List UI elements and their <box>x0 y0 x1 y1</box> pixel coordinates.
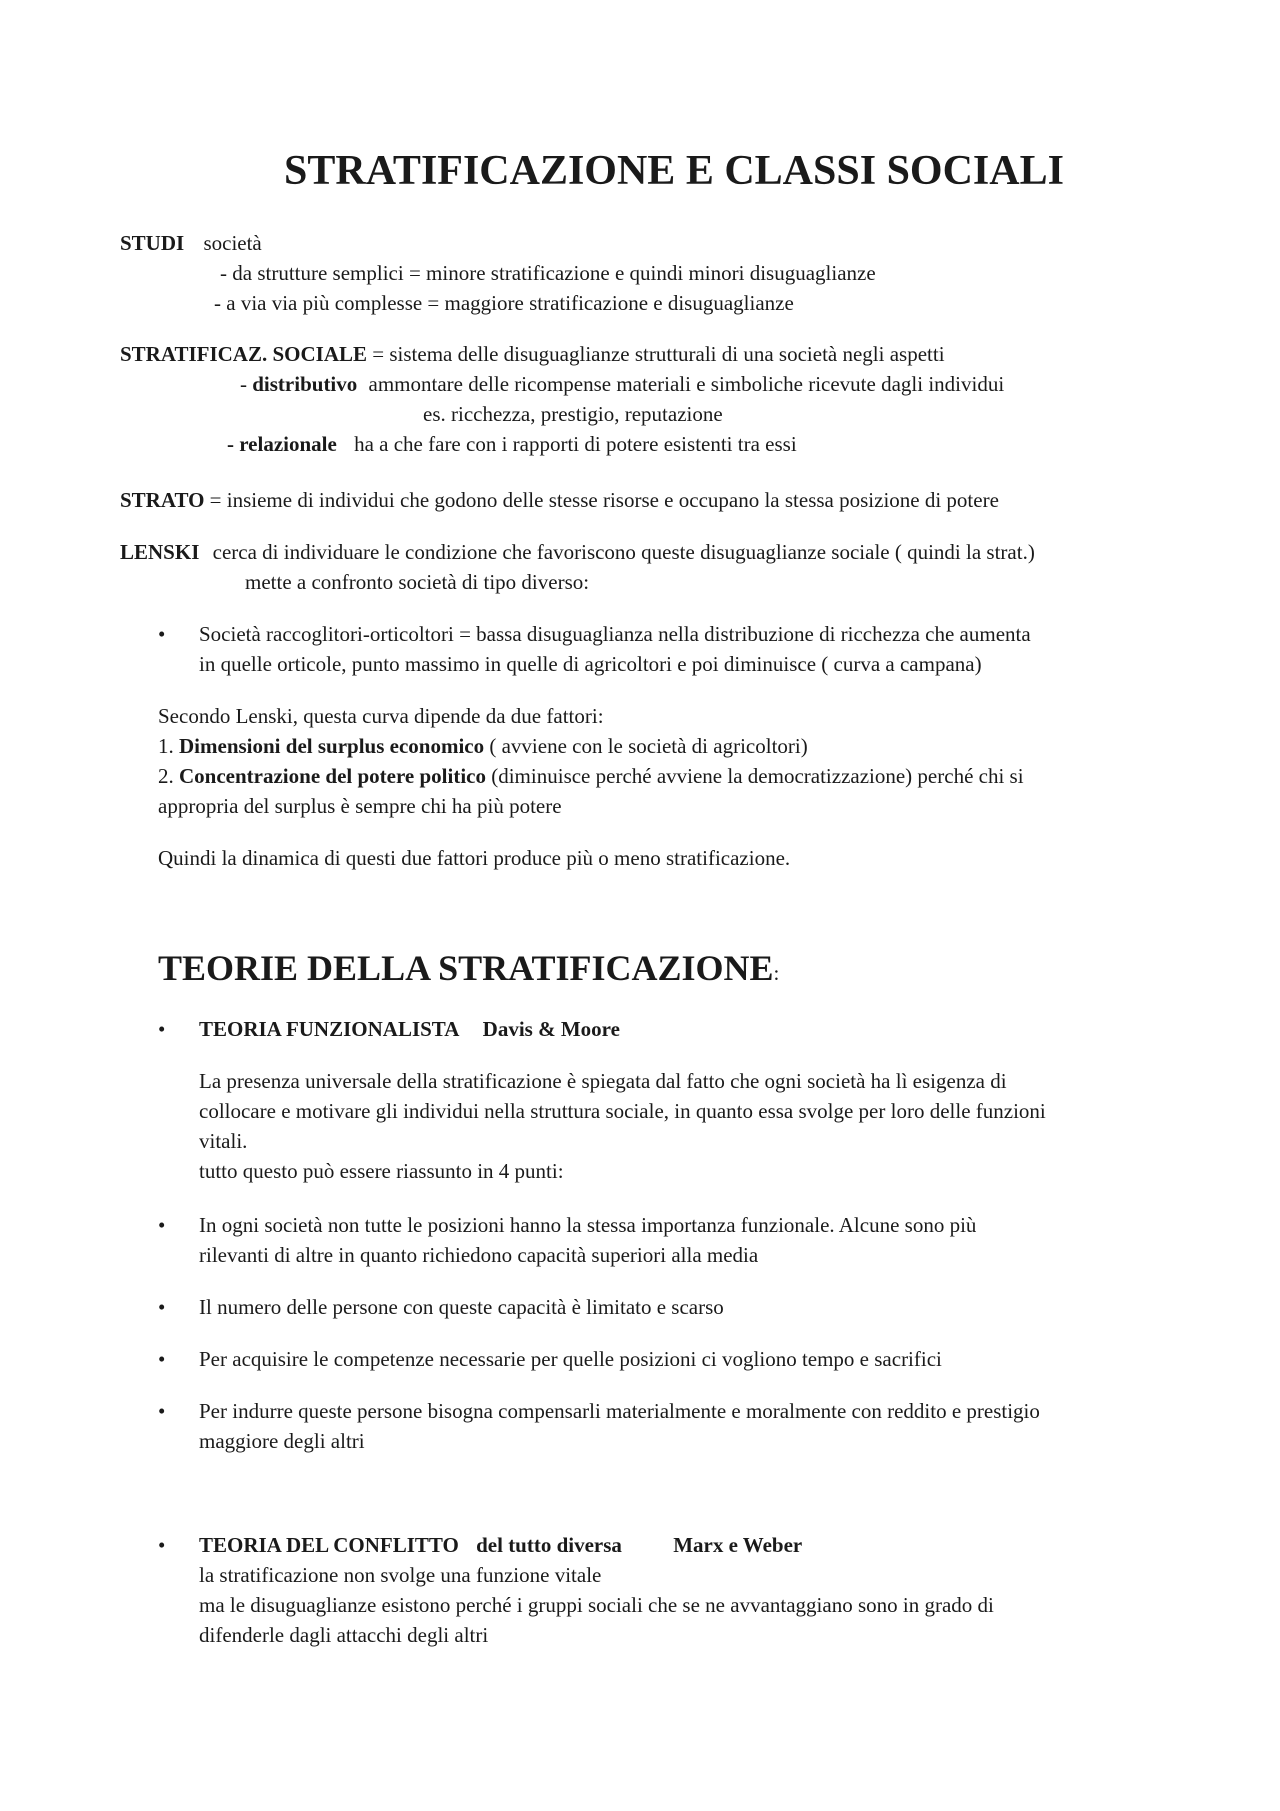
funz-heading <box>199 1014 620 1044</box>
point-3-line1: Per acquisire le competenze necessarie per quelle posizioni ci vogliono tempo e sacrifici <box>199 1347 942 1371</box>
distributivo-term: distributivo <box>252 372 358 396</box>
factor-2-label: Concentrazione del potere politico <box>179 764 486 788</box>
point-2-line1: Il numero delle persone con queste capacità è limitato e scarso <box>199 1295 724 1319</box>
studi-text: società <box>203 231 262 255</box>
distributivo-text: ammontare delle ricompense materiali e simboliche ricevute dagli individui <box>368 372 1005 396</box>
distributivo-example: es. ricchezza, prestigio, reputazione <box>423 402 723 426</box>
factor-2-text: (diminuisce perché avviene la democratizzazione) perché chi si <box>491 764 1024 788</box>
distributivo-line <box>240 369 1004 399</box>
section-heading <box>158 946 779 995</box>
relazionale-line <box>227 429 797 459</box>
lenski-line2: mette a confronto società di tipo diverso: <box>245 570 590 594</box>
confl-note: del tutto diversa <box>476 1533 622 1557</box>
stratificaz-term: STRATIFICAZ. SOCIALE <box>120 342 368 366</box>
lenski-term: LENSKI <box>120 540 200 564</box>
lenski-line <box>120 537 1035 567</box>
relazionale-text: ha a che fare con i rapporti di potere esistenti tra essi <box>354 432 797 456</box>
studi-item-2: - a via via più complesse = maggiore stratificazione e disuguaglianze <box>214 291 794 315</box>
factor-1-label: Dimensioni del surplus economico <box>179 734 485 758</box>
funz-p4: tutto questo può essere riassunto in 4 punti: <box>199 1159 564 1183</box>
strato-line <box>120 485 999 515</box>
bullet: • <box>158 1533 166 1557</box>
confl-label: TEORIA DEL CONFLITTO <box>199 1533 459 1557</box>
funz-p1: La presenza universale della stratificazione è spiegata dal fatto che ogni società ha lì esigenza di <box>199 1069 1007 1093</box>
page-title: STRATIFICAZIONE E CLASSI SOCIALI <box>284 148 1064 194</box>
confl-heading <box>199 1530 802 1560</box>
lenski-factor-2-line2: appropria del surplus è sempre chi ha più potere <box>158 794 562 818</box>
funz-authors: Davis & Moore <box>482 1017 620 1041</box>
strato-text: = insieme di individui che godono delle stesse risorse e occupano la stessa posizione di potere <box>209 488 999 512</box>
lenski-line1: cerca di individuare le condizione che favoriscono queste disuguaglianze sociale ( quindi la strat.) <box>212 540 1035 564</box>
funz-p3: vitali. <box>199 1129 248 1153</box>
funz-label: TEORIA FUNZIONALISTA <box>199 1017 460 1041</box>
lenski-bullet-line1: Società raccoglitori-orticoltori = bassa disuguaglianza nella distribuzione di ricchezza che aumenta <box>199 622 1031 646</box>
studi-item-1: - da strutture semplici = minore stratificazione e quindi minori disuguaglianze <box>220 261 876 285</box>
lenski-factor-2 <box>158 761 1024 791</box>
confl-authors: Marx e Weber <box>673 1533 803 1557</box>
bullet: • <box>158 622 166 646</box>
studi-term: STUDI <box>120 231 185 255</box>
lenski-secondo: Secondo Lenski, questa curva dipende da due fattori: <box>158 704 604 728</box>
teorie-heading: TEORIE DELLA STRATIFICAZIONE <box>158 948 774 988</box>
distributivo-dash: - <box>240 372 247 396</box>
strato-term: STRATO <box>120 488 205 512</box>
lenski-quindi: Quindi la dinamica di questi due fattori produce più o meno stratificazione. <box>158 846 791 870</box>
stratificaz-line <box>120 339 945 369</box>
stratificaz-text: = sistema delle disuguaglianze strutturali di una società negli aspetti <box>372 342 945 366</box>
studi-line <box>120 228 262 258</box>
bullet: • <box>158 1347 166 1371</box>
point-1-line1: In ogni società non tutte le posizioni hanno la stessa importanza funzionale. Alcune sono più <box>199 1213 977 1237</box>
teorie-colon: : <box>773 961 780 985</box>
funz-p2: collocare e motivare gli individui nella struttura sociale, in quanto essa svolge per loro delle funzioni <box>199 1099 1046 1123</box>
lenski-bullet-line2: in quelle orticole, punto massimo in quelle di agricoltori e poi diminuisce ( curva a campana) <box>199 652 982 676</box>
confl-line1: la stratificazione non svolge una funzione vitale <box>199 1563 602 1587</box>
bullet: • <box>158 1017 166 1041</box>
factor-1-text: ( avviene con le società di agricoltori) <box>489 734 808 758</box>
point-4-line2: maggiore degli altri <box>199 1429 365 1453</box>
factor-1-num: 1. <box>158 734 174 758</box>
confl-line2: ma le disuguaglianze esistono perché i gruppi sociali che se ne avvantaggiano sono in grado di <box>199 1593 994 1617</box>
relazionale-term: - relazionale <box>227 432 337 456</box>
bullet: • <box>158 1399 166 1423</box>
factor-2-num: 2. <box>158 764 174 788</box>
point-1-line2: rilevanti di altre in quanto richiedono capacità superiori alla media <box>199 1243 759 1267</box>
lenski-factor-1 <box>158 731 808 761</box>
bullet: • <box>158 1295 166 1319</box>
point-4-line1: Per indurre queste persone bisogna compensarli materialmente e moralmente con reddito e prestigio <box>199 1399 1040 1423</box>
confl-line3: difenderle dagli attacchi degli altri <box>199 1623 489 1647</box>
bullet: • <box>158 1213 166 1237</box>
